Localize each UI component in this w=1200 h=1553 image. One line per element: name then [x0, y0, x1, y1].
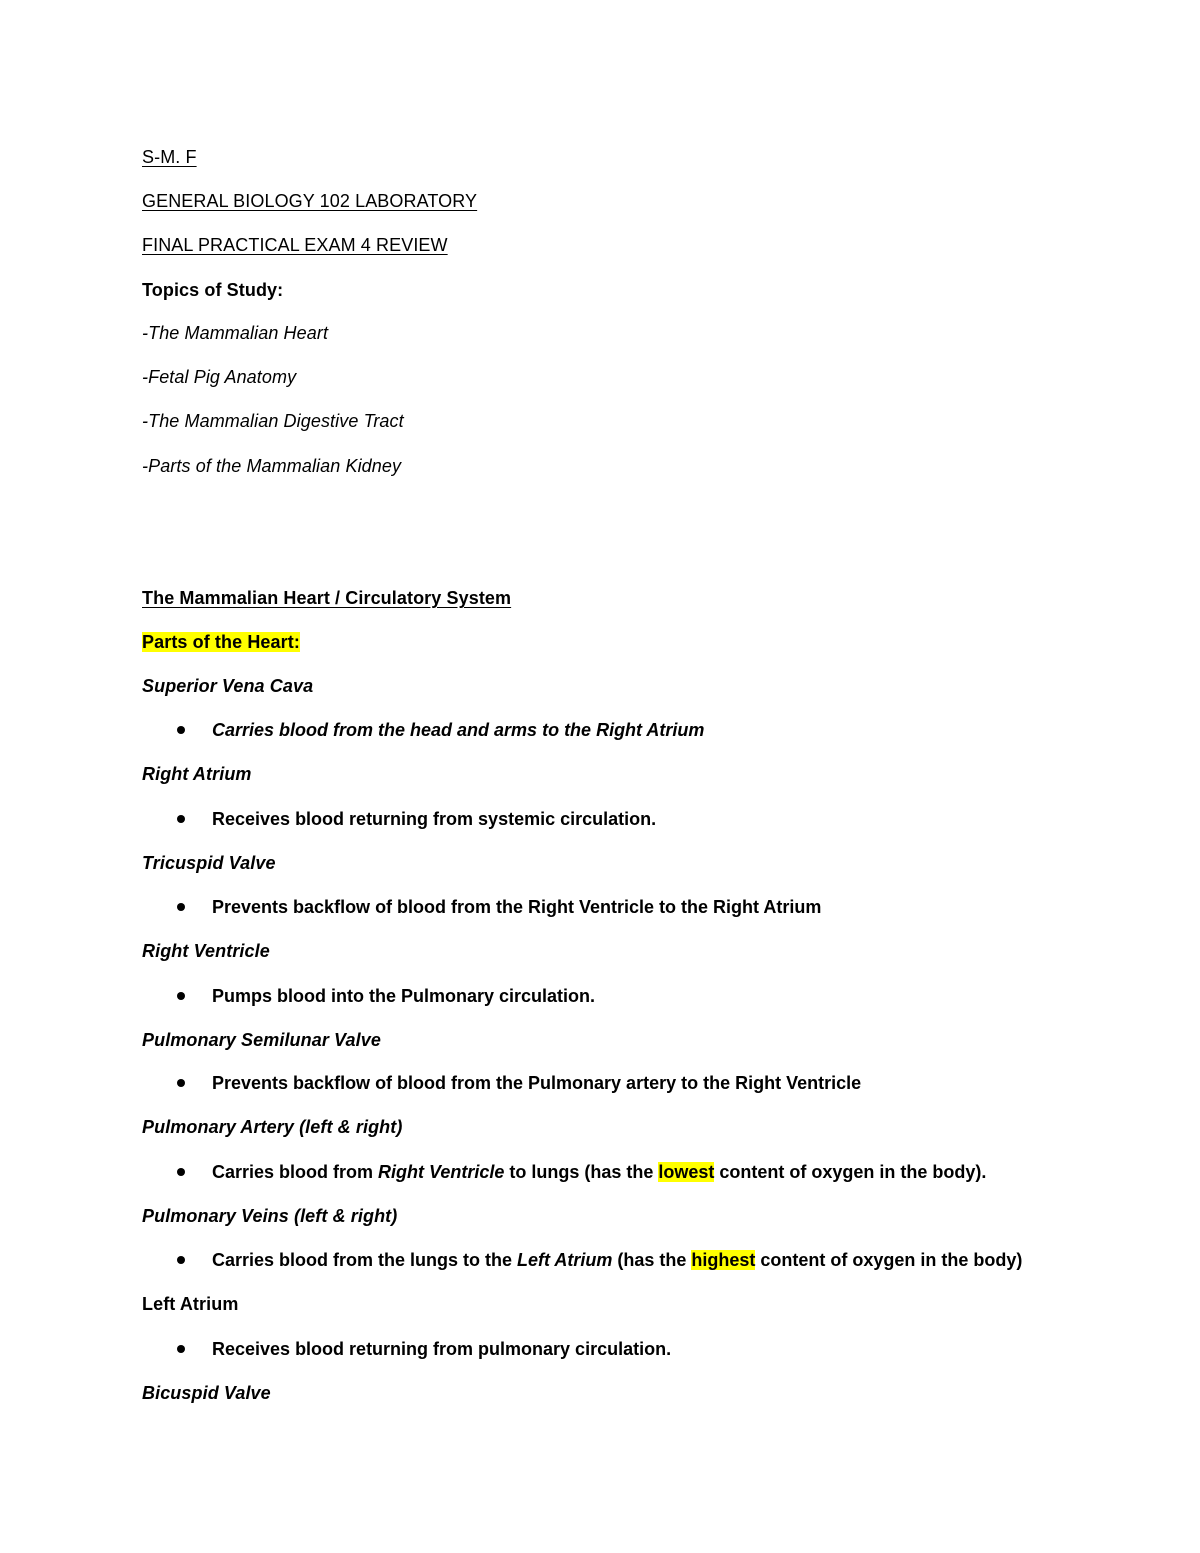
section-subheading	[142, 631, 300, 653]
exam-title: FINAL PRACTICAL EXAM 4 REVIEW	[142, 235, 448, 255]
bullet-icon	[177, 992, 185, 1000]
part-name: Right Ventricle	[142, 941, 270, 961]
bullet-icon	[177, 903, 185, 911]
course-title: GENERAL BIOLOGY 102 LABORATORY	[142, 191, 478, 211]
part-name: Left Atrium	[142, 1294, 239, 1314]
topic-item: -The Mammalian Heart	[142, 323, 329, 343]
bullet-icon	[177, 1256, 185, 1264]
bullet-icon	[177, 1345, 185, 1353]
highlighted-subheading: Parts of the Heart:	[142, 632, 300, 652]
part-name: Bicuspid Valve	[142, 1383, 271, 1403]
bullet-icon	[177, 815, 185, 823]
topics-heading: Topics of Study:	[142, 280, 284, 300]
part-name: Pulmonary Semilunar Valve	[142, 1030, 381, 1050]
emphasis-text: Right Ventricle	[378, 1162, 505, 1182]
section-title: The Mammalian Heart / Circulatory System	[142, 588, 512, 608]
author-line: S-M. F	[142, 147, 197, 167]
topic-item: -Parts of the Mammalian Kidney	[142, 456, 402, 476]
highlighted-word: lowest	[658, 1162, 715, 1182]
highlighted-word: highest	[691, 1250, 756, 1270]
part-name: Superior Vena Cava	[142, 676, 314, 696]
emphasis-text: Left Atrium	[517, 1250, 613, 1270]
bullet-icon	[177, 1079, 185, 1087]
part-name: Pulmonary Veins (left & right)	[142, 1206, 398, 1226]
bullet-icon	[177, 726, 185, 734]
topic-item: -Fetal Pig Anatomy	[142, 367, 297, 387]
part-name: Right Atrium	[142, 764, 252, 784]
document-page: S-M. F GENERAL BIOLOGY 102 LABORATORY FINAL PRACTICAL EXAM 4 REVIEW Topics of Study: -The Mammalian Heart -Fetal Pig Anatomy -The Mammalian Digestive Tract -Parts of the Mammalian Kidney The Mammalian Heart / Circulatory System Parts of the Heart: Superior Vena Cava Carries blood from the head and arms to the Right Atrium Right Atrium Receives blood returning from systemic circulation. Tricuspid Valve Prevents backflow of blood from the Right Ventricle to the Right Atrium Right Ventricle Pumps blood into the Pulmonary circulation. Pulmonary Semilunar Valve Prevents backflow of blood from the Pulmonary artery to the Right Ventricle Pulmonary Artery (left & right) Carries blood from Right Ventricle to lungs (has the lowest content of oxygen in the body). Pulmonary Veins (left & right) Carries blood from the lungs to the Left Atrium (has the highest content of oxygen in the body) Left Atrium Receives blood returning from pulmonary circulation. Bicuspid Valve	[142, 147, 1023, 1403]
topic-item: -The Mammalian Digestive Tract	[142, 411, 404, 431]
part-name: Pulmonary Artery (left & right)	[142, 1117, 403, 1137]
bullet-icon	[177, 1168, 185, 1176]
part-name: Tricuspid Valve	[142, 853, 276, 873]
